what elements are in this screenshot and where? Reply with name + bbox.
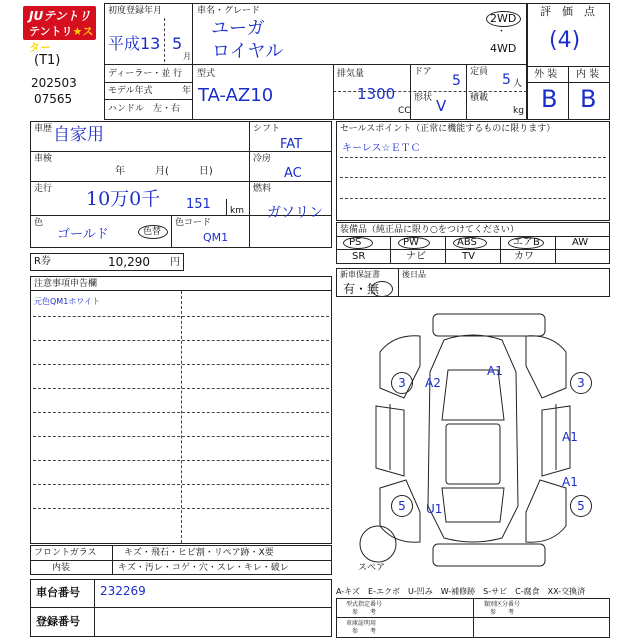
mileage-main: 10万0千 bbox=[86, 188, 161, 210]
warranty-label: 新車保証書 bbox=[340, 270, 380, 279]
mileage-sub: 151 bbox=[186, 197, 211, 212]
interior-cond-label: 内装 bbox=[52, 563, 71, 573]
model-year-label: モデル年式 bbox=[108, 86, 153, 96]
damage-a1-right-1: A1 bbox=[562, 430, 578, 444]
recycle-amount: 10,290 bbox=[108, 255, 150, 269]
garage-cert-ref: 参 考 bbox=[352, 628, 377, 635]
model-code: TA-AZ10 bbox=[198, 85, 274, 106]
model-year-unit: 年 bbox=[182, 86, 192, 96]
brand-logo bbox=[23, 6, 96, 54]
color-change: 色替 bbox=[143, 227, 162, 237]
exterior-grade: B bbox=[541, 85, 558, 113]
load-unit: kg bbox=[513, 106, 524, 116]
exterior-label: 外 装 bbox=[534, 69, 558, 80]
displacement-label: 排気量 bbox=[337, 69, 365, 79]
rating-score: (4) bbox=[549, 28, 581, 53]
equip-sr: SR bbox=[352, 251, 366, 262]
month-unit: 月 bbox=[183, 52, 191, 61]
chassis-label: 車台番号 bbox=[36, 586, 80, 599]
fuel-label: 燃料 bbox=[253, 184, 272, 194]
category-num-label: 類別区分番号 bbox=[484, 601, 521, 608]
warranty-value: 有・無 bbox=[343, 282, 380, 296]
damage-3-right: 3 bbox=[570, 372, 592, 394]
shape-label: 形状 bbox=[414, 93, 433, 103]
ac: AC bbox=[284, 166, 302, 181]
category-num-ref: 参 考 bbox=[490, 609, 515, 616]
reg-label: 登録番号 bbox=[36, 615, 80, 628]
shift: FAT bbox=[280, 137, 303, 152]
interior-cond-status: キズ・汚レ・コゲ・穴・スレ・キレ・破レ bbox=[118, 563, 289, 573]
logo-subtext: テントリ★スター bbox=[29, 25, 94, 54]
dealer-label: ディーラー・並 行 bbox=[108, 69, 183, 79]
capacity: 5 bbox=[502, 72, 511, 88]
sheet-number-1: 202503 bbox=[31, 76, 77, 90]
notes-label: 注意事項申告欄 bbox=[34, 279, 98, 289]
color-code-label: 色コード bbox=[175, 218, 212, 228]
color-code: QM1 bbox=[203, 231, 229, 244]
logo-text: JUテントリ bbox=[29, 9, 91, 23]
recycle-unit: 円 bbox=[170, 257, 180, 268]
capacity-unit: 人 bbox=[513, 79, 523, 89]
chassis-number: 232269 bbox=[100, 584, 146, 598]
interior-label: 内 装 bbox=[576, 69, 600, 80]
equip-pw: PW bbox=[403, 237, 419, 248]
spare-tire-icon bbox=[360, 526, 396, 562]
notes-text: 元色QM1ホワイト bbox=[34, 297, 101, 306]
selling-box bbox=[336, 121, 610, 221]
cc-unit: CC bbox=[398, 106, 411, 116]
shift-label: シフト bbox=[253, 124, 281, 134]
warranty-none-circle bbox=[371, 281, 393, 297]
doors: 5 bbox=[452, 73, 461, 89]
windshield-label: フロントガラス bbox=[34, 548, 97, 558]
equipment-label: 装備品（純正品に限り○をつけてください） bbox=[340, 225, 519, 235]
shape: V bbox=[436, 97, 447, 115]
spare-label: スペア bbox=[358, 563, 386, 573]
damage-a1-right-2: A1 bbox=[562, 475, 578, 489]
fuel: ガソリン bbox=[267, 205, 323, 221]
mileage-unit: km bbox=[230, 206, 244, 216]
manual-label: 後日品 bbox=[402, 270, 426, 279]
color-label: 色 bbox=[34, 218, 44, 228]
recycle-label: R券 bbox=[34, 256, 51, 267]
damage-3-left: 3 bbox=[391, 372, 413, 394]
first-reg-label: 初度登録年月 bbox=[108, 6, 163, 16]
inspection-date: 年 月( 日) bbox=[115, 166, 213, 177]
model-cert-ref: 参 考 bbox=[352, 609, 377, 616]
mileage-label: 走行 bbox=[34, 184, 53, 194]
damage-u1: U1 bbox=[426, 502, 443, 516]
damage-5-right: 5 bbox=[570, 495, 592, 517]
capacity-label: 定員 bbox=[470, 67, 489, 77]
legend: A-キズ E-エクボ U-凹み W-補修跡 S-サビ C-腐食 XX-交換済 bbox=[336, 587, 586, 596]
rating-label: 評 価 点 bbox=[540, 5, 595, 18]
header-box bbox=[104, 3, 527, 120]
equip-leather: カワ bbox=[514, 251, 534, 262]
windshield-status: キズ・飛石・ヒビ割・リペア跡・X要 bbox=[124, 548, 274, 558]
ac-label: 冷房 bbox=[253, 154, 272, 164]
equip-abs: ABS bbox=[457, 237, 477, 248]
first-reg-era: 平成13 bbox=[108, 34, 161, 53]
model-cert-label: 型式指定番号 bbox=[346, 601, 383, 608]
equip-tv: TV bbox=[462, 251, 475, 262]
interior-grade: B bbox=[580, 85, 597, 113]
damage-a2: A2 bbox=[425, 376, 441, 390]
drive-separator: ・ bbox=[497, 27, 507, 37]
selling-label: セールスポイント（正常に機能するものに限ります） bbox=[340, 124, 556, 134]
drive-4wd: 4WD bbox=[490, 42, 517, 55]
equip-airbag: エアB bbox=[513, 237, 540, 248]
usage-label: 車歴 bbox=[34, 124, 53, 134]
color: ゴールド bbox=[57, 227, 109, 242]
damage-a1-top: A1 bbox=[487, 364, 503, 378]
equip-aw: AW bbox=[572, 237, 589, 248]
selling-text: キーレス☆ＥＴＣ bbox=[342, 143, 421, 154]
garage-cert-label: 車庫証明用 bbox=[346, 620, 377, 627]
first-reg-month: 5 bbox=[172, 34, 183, 53]
drive-2wd: 2WD bbox=[490, 12, 517, 25]
car-name-label: 車名・グレード bbox=[197, 6, 261, 16]
handle-label: ハンドル 左・右 bbox=[108, 104, 181, 114]
car-grade: ロイヤル bbox=[212, 41, 284, 62]
recycle-box bbox=[30, 253, 184, 271]
load-label: 積載 bbox=[470, 93, 489, 103]
damage-5-left: 5 bbox=[391, 495, 413, 517]
equip-ps: PS bbox=[349, 237, 362, 248]
door-label: ドア bbox=[414, 67, 432, 77]
equip-navi: ナビ bbox=[406, 251, 426, 262]
inspection-label: 車検 bbox=[34, 154, 53, 164]
model-label: 型式 bbox=[197, 69, 216, 79]
car-name: ユーガ bbox=[211, 18, 265, 39]
displacement: 1300 bbox=[357, 85, 396, 103]
sheet-number-2: 07565 bbox=[34, 92, 73, 106]
sheet-code: (T1) bbox=[34, 53, 61, 68]
usage: 自家用 bbox=[53, 125, 104, 145]
